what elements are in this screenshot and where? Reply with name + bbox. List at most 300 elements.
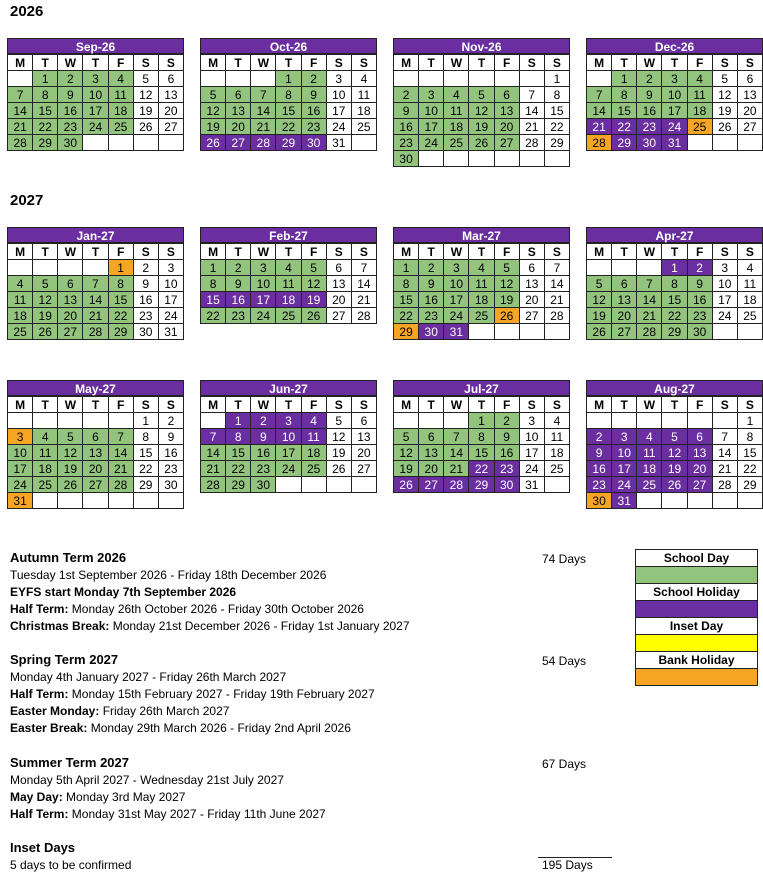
- month-title: Feb-27: [200, 227, 377, 243]
- calendar-day: 1: [276, 71, 301, 87]
- calendar-day: 20: [612, 308, 637, 324]
- calendar-day: 13: [352, 429, 377, 445]
- calendar-day: 4: [637, 429, 662, 445]
- calendar-day: 12: [662, 445, 687, 461]
- empty-day-cell: [444, 71, 469, 87]
- calendar-day: 22: [226, 461, 251, 477]
- empty-day-cell: [58, 493, 83, 509]
- calendar-day: 7: [545, 260, 570, 276]
- calendar-day: 30: [637, 135, 662, 151]
- weekday-header: F: [688, 244, 713, 260]
- calendar-day: 8: [738, 429, 763, 445]
- month-calendar: [393, 227, 570, 340]
- calendar-day: 27: [159, 119, 184, 135]
- empty-day-cell: [637, 413, 662, 429]
- calendar-day: 15: [109, 292, 134, 308]
- calendar-day: 10: [662, 87, 687, 103]
- calendar-day: 13: [419, 445, 444, 461]
- calendar-day: 27: [58, 324, 83, 340]
- term-detail-label: EYFS start Monday 7th September 2026: [10, 585, 237, 599]
- calendar-day: 3: [276, 413, 301, 429]
- weekday-header: T: [226, 55, 251, 71]
- calendar-day: 10: [612, 445, 637, 461]
- calendar-day: 29: [276, 135, 301, 151]
- weekday-header: S: [545, 55, 570, 71]
- calendar-day: 28: [109, 477, 134, 493]
- calendar-day: 6: [738, 71, 763, 87]
- calendar-day: 23: [495, 461, 520, 477]
- calendar-day: 16: [587, 461, 612, 477]
- calendar-day: 16: [159, 445, 184, 461]
- empty-day-cell: [109, 413, 134, 429]
- calendar-day: 19: [713, 103, 738, 119]
- weekday-header: T: [469, 397, 494, 413]
- calendar-day: 30: [58, 135, 83, 151]
- weekday-header: W: [444, 244, 469, 260]
- calendar-day: 12: [713, 87, 738, 103]
- weekday-header: T: [612, 244, 637, 260]
- empty-day-cell: [688, 493, 713, 509]
- empty-day-cell: [587, 260, 612, 276]
- calendar-day: 30: [394, 151, 419, 167]
- weekday-header: M: [587, 244, 612, 260]
- calendar-day: 22: [545, 119, 570, 135]
- calendar-day: 31: [8, 493, 33, 509]
- term-detail-line: [10, 686, 610, 703]
- calendar-day: 15: [612, 103, 637, 119]
- term-detail-text: Tuesday 1st September 2026 - Friday 18th December 2026: [10, 568, 327, 582]
- weekday-header: T: [419, 55, 444, 71]
- weekday-header: F: [495, 244, 520, 260]
- calendar-day: 11: [469, 276, 494, 292]
- calendar-day: 17: [520, 445, 545, 461]
- calendar-day: 31: [444, 324, 469, 340]
- weekday-header: S: [713, 55, 738, 71]
- legend-inset-day-label: Inset Day: [636, 618, 757, 635]
- calendar-day: 2: [394, 87, 419, 103]
- empty-day-cell: [302, 477, 327, 493]
- calendar-day: 8: [545, 87, 570, 103]
- calendar-day: 10: [8, 445, 33, 461]
- empty-day-cell: [394, 71, 419, 87]
- weekday-header: F: [688, 397, 713, 413]
- term-detail-line: [10, 703, 610, 720]
- month-title: Jun-27: [200, 380, 377, 396]
- calendar-day: 16: [58, 103, 83, 119]
- weekday-header: T: [662, 244, 687, 260]
- calendar-day: 4: [109, 71, 134, 87]
- calendar-day: 1: [201, 260, 226, 276]
- empty-day-cell: [444, 413, 469, 429]
- calendar-day: 14: [637, 292, 662, 308]
- month-days-grid: [7, 54, 184, 151]
- empty-day-cell: [276, 477, 301, 493]
- calendar-day: 3: [251, 260, 276, 276]
- calendar-day: 28: [8, 135, 33, 151]
- calendar-day: 21: [83, 308, 108, 324]
- calendar-day: 1: [545, 71, 570, 87]
- calendar-day: 4: [545, 413, 570, 429]
- calendar-day: 26: [58, 477, 83, 493]
- weekday-header: T: [276, 244, 301, 260]
- calendar-day: 16: [302, 103, 327, 119]
- calendar-day: 14: [444, 445, 469, 461]
- calendar-day: 4: [738, 260, 763, 276]
- calendar-day: 6: [83, 429, 108, 445]
- weekday-header: S: [134, 244, 159, 260]
- calendar-day: 29: [612, 135, 637, 151]
- weekday-header: F: [109, 55, 134, 71]
- weekday-header: M: [201, 244, 226, 260]
- term-days-count: 54 Days: [542, 654, 587, 668]
- calendar-day: 26: [201, 135, 226, 151]
- calendar-day: 17: [276, 445, 301, 461]
- calendar-day: 2: [134, 260, 159, 276]
- term-detail-label: Easter Monday:: [10, 704, 100, 718]
- calendar-day: 23: [587, 477, 612, 493]
- calendar-day: 3: [8, 429, 33, 445]
- calendar-day: 28: [352, 308, 377, 324]
- calendar-day: 24: [419, 135, 444, 151]
- calendar-day: 7: [251, 87, 276, 103]
- weekday-header: W: [58, 397, 83, 413]
- calendar-day: 14: [8, 103, 33, 119]
- weekday-header: S: [159, 244, 184, 260]
- calendar-day: 20: [226, 119, 251, 135]
- calendar-day: 5: [587, 276, 612, 292]
- calendar-day: 5: [33, 276, 58, 292]
- month-title: Apr-27: [586, 227, 763, 243]
- calendar-day: 10: [419, 103, 444, 119]
- calendar-day: 23: [134, 308, 159, 324]
- calendar-day: 25: [8, 324, 33, 340]
- calendar-day: 13: [226, 103, 251, 119]
- calendar-day: 17: [327, 103, 352, 119]
- weekday-header: S: [738, 55, 763, 71]
- weekday-header: M: [8, 244, 33, 260]
- calendar-day: 6: [688, 429, 713, 445]
- calendar-day: 16: [495, 445, 520, 461]
- legend-bank-holiday-swatch: [636, 669, 757, 685]
- calendar-day: 13: [520, 276, 545, 292]
- calendar-day: 13: [738, 87, 763, 103]
- calendar-day: 11: [276, 276, 301, 292]
- calendar-day: 25: [637, 477, 662, 493]
- empty-day-cell: [520, 324, 545, 340]
- weekday-header: S: [159, 55, 184, 71]
- calendar-day: 1: [738, 413, 763, 429]
- calendar-day: 30: [251, 477, 276, 493]
- weekday-header: W: [251, 397, 276, 413]
- weekday-header: S: [327, 244, 352, 260]
- month-calendar: [393, 38, 570, 167]
- term-block: [10, 652, 610, 737]
- calendar-day: 24: [83, 119, 108, 135]
- empty-day-cell: [109, 493, 134, 509]
- weekday-header: M: [201, 55, 226, 71]
- calendar-day: 23: [58, 119, 83, 135]
- empty-day-cell: [713, 413, 738, 429]
- calendar-day: 7: [352, 260, 377, 276]
- calendar-day: 26: [587, 324, 612, 340]
- calendar-day: 24: [159, 308, 184, 324]
- calendar-day: 22: [612, 119, 637, 135]
- empty-day-cell: [495, 71, 520, 87]
- calendar-day: 3: [612, 429, 637, 445]
- calendar-day: 6: [327, 260, 352, 276]
- calendar-day: 28: [713, 477, 738, 493]
- weekday-header: T: [226, 397, 251, 413]
- term-detail-line: [10, 601, 610, 618]
- calendar-day: 30: [134, 324, 159, 340]
- calendar-day: 16: [134, 292, 159, 308]
- calendar-day: 28: [587, 135, 612, 151]
- calendar-day: 5: [201, 87, 226, 103]
- month-calendar: [200, 38, 377, 151]
- weekday-header: W: [251, 55, 276, 71]
- term-detail-text: Friday 26th March 2027: [99, 704, 230, 718]
- month-days-grid: [586, 54, 763, 151]
- empty-day-cell: [545, 324, 570, 340]
- weekday-header: S: [738, 244, 763, 260]
- weekday-header: M: [394, 55, 419, 71]
- calendar-day: 9: [226, 276, 251, 292]
- calendar-day: 12: [394, 445, 419, 461]
- calendar-day: 19: [302, 292, 327, 308]
- calendar-day: 22: [134, 461, 159, 477]
- calendar-day: 16: [251, 445, 276, 461]
- empty-day-cell: [83, 135, 108, 151]
- empty-day-cell: [469, 71, 494, 87]
- calendar-day: 18: [469, 292, 494, 308]
- calendar-day: 13: [495, 103, 520, 119]
- calendar-day: 19: [327, 445, 352, 461]
- calendar-day: 6: [495, 87, 520, 103]
- weekday-header: T: [419, 397, 444, 413]
- calendar-day: 9: [495, 429, 520, 445]
- legend: [635, 549, 758, 686]
- calendar-day: 31: [662, 135, 687, 151]
- calendar-day: 7: [637, 276, 662, 292]
- empty-day-cell: [58, 413, 83, 429]
- term-detail-line: [10, 669, 610, 686]
- calendar-day: 26: [302, 308, 327, 324]
- weekday-header: T: [662, 397, 687, 413]
- term-detail-text: Monday 5th April 2027 - Wednesday 21st July 2027: [10, 773, 284, 787]
- calendar-day: 21: [109, 461, 134, 477]
- month-calendar: [200, 380, 377, 493]
- term-days-count: 67 Days: [542, 757, 587, 771]
- calendar-day: 17: [159, 292, 184, 308]
- empty-day-cell: [201, 71, 226, 87]
- weekday-header: M: [394, 244, 419, 260]
- calendar-day: 20: [159, 103, 184, 119]
- empty-day-cell: [662, 493, 687, 509]
- empty-day-cell: [587, 413, 612, 429]
- empty-day-cell: [58, 260, 83, 276]
- empty-day-cell: [33, 493, 58, 509]
- calendar-day: 19: [58, 461, 83, 477]
- calendar-day: 17: [662, 103, 687, 119]
- term-detail-text: Monday 21st December 2026 - Friday 1st January 2027: [109, 619, 410, 633]
- empty-day-cell: [495, 151, 520, 167]
- term-detail-line: [10, 789, 610, 806]
- month-title: Dec-26: [586, 38, 763, 54]
- calendar-day: 21: [444, 461, 469, 477]
- calendar-day: 28: [520, 135, 545, 151]
- term-detail-text: Monday 26th October 2026 - Friday 30th October 2026: [68, 602, 364, 616]
- empty-day-cell: [713, 493, 738, 509]
- term-detail-line: [10, 584, 610, 601]
- empty-day-cell: [33, 260, 58, 276]
- month-title: Nov-26: [393, 38, 570, 54]
- weekday-header: W: [637, 55, 662, 71]
- term-title: Inset Days: [10, 840, 76, 855]
- empty-day-cell: [662, 413, 687, 429]
- calendar-day: 20: [495, 119, 520, 135]
- calendar-day: 9: [394, 103, 419, 119]
- calendar-day: 25: [444, 135, 469, 151]
- calendar-day: 11: [33, 445, 58, 461]
- calendar-day: 18: [109, 103, 134, 119]
- weekday-header: S: [545, 397, 570, 413]
- calendar-day: 11: [444, 103, 469, 119]
- calendar-day: 26: [495, 308, 520, 324]
- calendar-day: 4: [469, 260, 494, 276]
- term-detail-line: [10, 806, 610, 823]
- weekday-header: S: [520, 55, 545, 71]
- calendar-day: 9: [251, 429, 276, 445]
- calendar-day: 5: [713, 71, 738, 87]
- calendar-day: 18: [276, 292, 301, 308]
- calendar-day: 2: [495, 413, 520, 429]
- calendar-day: 11: [738, 276, 763, 292]
- calendar-day: 13: [159, 87, 184, 103]
- empty-day-cell: [352, 477, 377, 493]
- calendar-day: 8: [33, 87, 58, 103]
- month-calendar: [586, 227, 763, 340]
- month-days-grid: [393, 54, 570, 167]
- calendar-day: 12: [134, 87, 159, 103]
- weekday-header: F: [302, 244, 327, 260]
- empty-day-cell: [352, 135, 377, 151]
- calendar-day: 12: [469, 103, 494, 119]
- weekday-header: S: [738, 397, 763, 413]
- calendar-day: 23: [251, 461, 276, 477]
- empty-day-cell: [444, 151, 469, 167]
- term-block: [10, 755, 610, 823]
- calendar-day: 31: [327, 135, 352, 151]
- calendar-day: 1: [134, 413, 159, 429]
- calendar-day: 6: [226, 87, 251, 103]
- calendar-day: 14: [587, 103, 612, 119]
- month-title: Aug-27: [586, 380, 763, 396]
- calendar-day: 15: [394, 292, 419, 308]
- total-divider: [538, 857, 612, 858]
- calendar-day: 19: [469, 119, 494, 135]
- calendar-day: 20: [327, 292, 352, 308]
- weekday-header: S: [713, 244, 738, 260]
- month-title: Jan-27: [7, 227, 184, 243]
- empty-day-cell: [83, 493, 108, 509]
- calendar-day: 9: [688, 276, 713, 292]
- calendar-day: 30: [495, 477, 520, 493]
- calendar-day: 29: [394, 324, 419, 340]
- weekday-header: W: [444, 55, 469, 71]
- calendar-day: 5: [469, 87, 494, 103]
- weekday-header: S: [134, 55, 159, 71]
- empty-day-cell: [159, 493, 184, 509]
- weekday-header: T: [33, 244, 58, 260]
- calendar-day: 27: [226, 135, 251, 151]
- calendar-day: 18: [33, 461, 58, 477]
- calendar-day: 3: [713, 260, 738, 276]
- calendar-day: 21: [637, 308, 662, 324]
- calendar-day: 15: [662, 292, 687, 308]
- calendar-day: 14: [520, 103, 545, 119]
- calendar-day: 27: [612, 324, 637, 340]
- calendar-day: 6: [352, 413, 377, 429]
- term-title: Autumn Term 2026: [10, 550, 127, 565]
- weekday-header: T: [612, 397, 637, 413]
- calendar-day: 24: [612, 477, 637, 493]
- calendar-day: 7: [713, 429, 738, 445]
- calendar-day: 8: [612, 87, 637, 103]
- legend-school-day-swatch: [636, 567, 757, 584]
- weekday-header: F: [302, 397, 327, 413]
- term-detail-line: [10, 720, 610, 737]
- month-days-grid: [200, 243, 377, 324]
- calendar-day: 17: [612, 461, 637, 477]
- calendar-day: 28: [637, 324, 662, 340]
- empty-day-cell: [109, 135, 134, 151]
- weekday-header: M: [8, 397, 33, 413]
- calendar-day: 7: [8, 87, 33, 103]
- legend-bank-holiday-label: Bank Holiday: [636, 652, 757, 669]
- calendar-day: 30: [587, 493, 612, 509]
- legend-school-holiday-swatch: [636, 601, 757, 618]
- calendar-day: 19: [587, 308, 612, 324]
- calendar-day: 23: [688, 308, 713, 324]
- calendar-day: 20: [520, 292, 545, 308]
- calendar-day: 3: [419, 87, 444, 103]
- month-calendar: [200, 227, 377, 324]
- calendar-day: 26: [134, 119, 159, 135]
- month-calendar: [586, 380, 763, 509]
- calendar-day: 10: [520, 429, 545, 445]
- month-title: May-27: [7, 380, 184, 396]
- calendar-day: 28: [444, 477, 469, 493]
- empty-day-cell: [419, 71, 444, 87]
- calendar-day: 24: [520, 461, 545, 477]
- month-calendar: [7, 227, 184, 340]
- calendar-day: 20: [688, 461, 713, 477]
- month-title: Oct-26: [200, 38, 377, 54]
- calendar-day: 23: [637, 119, 662, 135]
- calendar-day: 26: [394, 477, 419, 493]
- calendar-day: 21: [545, 292, 570, 308]
- weekday-header: M: [587, 55, 612, 71]
- month-days-grid: [200, 54, 377, 151]
- calendar-day: 11: [302, 429, 327, 445]
- calendar-day: 11: [637, 445, 662, 461]
- calendar-day: 24: [251, 308, 276, 324]
- weekday-header: S: [713, 397, 738, 413]
- calendar-day: 11: [352, 87, 377, 103]
- month-title: Sep-26: [7, 38, 184, 54]
- weekday-header: T: [33, 55, 58, 71]
- calendar-day: 27: [83, 477, 108, 493]
